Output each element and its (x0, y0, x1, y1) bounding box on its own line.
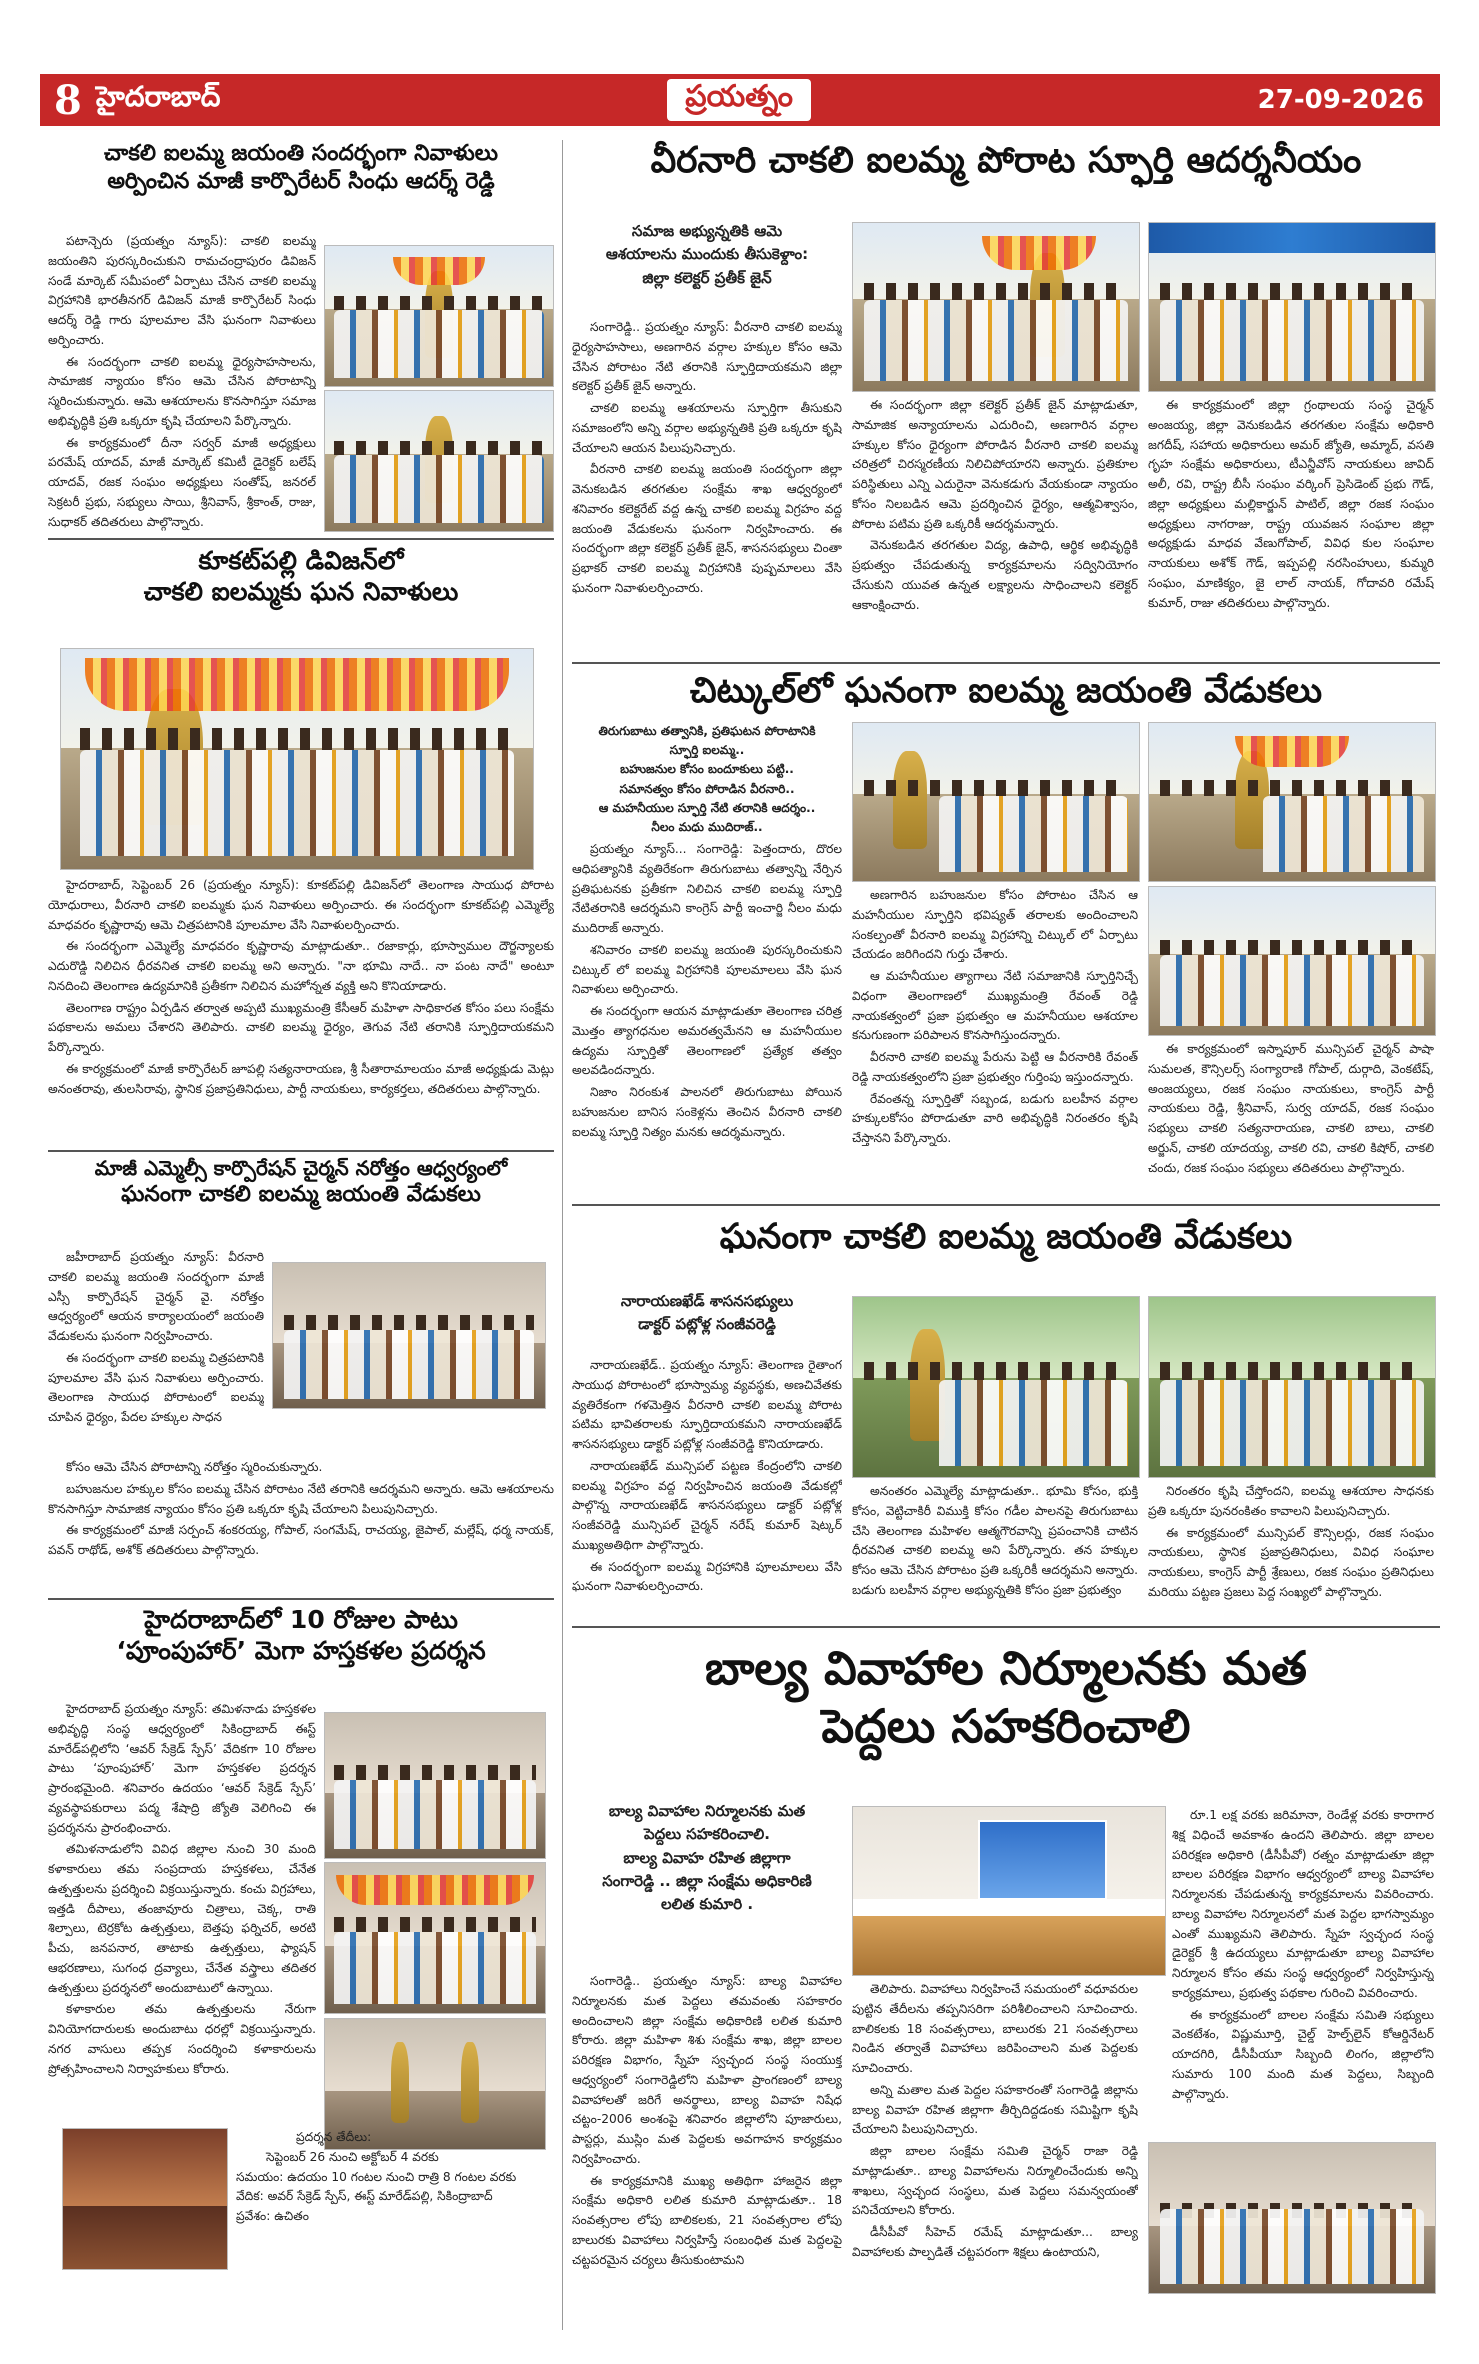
story2-paragraph: హైదరాబాద్, సెప్టెంబర్ 26 (ప్రయత్నం న్యూస్): కూకట్‌పల్లి డివిజన్‌లో తెలంగాణ సాయుధ పోరాట యోధురాలు, వీరనారి చాకలి ఐలమ్మకు ఘన నివాళులు అర్పించారు. ఈ సందర్భంగా కూకట్‌పల్లి ఎమ్మెల్యే మాధవరం కృష్ణారావు ఆమె చిత్రపటానికి పూలమాల వేసి నివాళులర్పించారు. (48, 878, 554, 932)
masthead (40, 74, 1440, 126)
story8-paragraph: సంగారెడ్డి.. ప్రయత్నం న్యూస్: బాల్య వివాహాల నిర్మూలనకు మత పెద్దలు తమవంతు సహకారం అందించాలని జిల్లా సంక్షేమ అధికారిణి లలిత కుమారి కోరారు. జిల్లా మహిళా శిశు సంక్షేమ శాఖ, జిల్లా బాలల పరిరక్షణ విభాగం, స్నేహ స్వచ్ఛంద సంస్థ సంయుక్త ఆధ్వర్యంలో సంగారెడ్డిలోని మహిళా ప్రాంగణంలో బాల్య వివాహాలతో జరిగే అనర్థాలు, బాల్య వివాహ నిషేధ చట్టం-2006 అంశంపై శనివారం జిల్లాలోని పూజారులు, పాస్టర్లు, ముస్లిం మత పెద్దలకు అవగాహన కార్యక్రమం నిర్వహించారు. (572, 1974, 842, 2166)
divider (48, 1150, 554, 1152)
paper-name: ప్రయత్నం (667, 79, 811, 121)
story3-paragraph: ఈ కార్యక్రమంలో మాజీ సర్పంచ్ శంకరయ్య, గోపాల్, సంగమేష్, రాచయ్య, జైపాల్, మల్లేష్, ధర్మ నాయక్, పవన్ రాథోడ్, అశోక్ తదితరులు పాల్గొన్నారు. (48, 1523, 554, 1558)
story2-photo (60, 648, 534, 870)
story7-paragraph: నారాయణఖేడ్ మున్సిపల్ పట్టణ కేంద్రంలోని చాకలి ఐలమ్మ విగ్రహం వద్ద నిర్వహించిన జయంతి వేడుకల్లో పాల్గొన్న నారాయణఖేడ్ శాసనసభ్యులు డాక్టర్ పట్లోళ్ల సంజీవరెడ్డి మున్సిపల్ చైర్మన్ నరేష్ కుమార్ షెట్కర్ ముఖ్యఅతిథిగా పాల్గొన్నారు. (572, 1458, 842, 1552)
story8-headline-line2: పెద్దలు సహకరించాలి (821, 1698, 1191, 1753)
story8-subhead (572, 1800, 842, 1970)
story2-paragraph: తెలంగాణ రాష్ట్రం ఏర్పడిన తర్వాత అప్పటి ముఖ్యమంత్రి కేసీఆర్ మహిళా సాధికారత కోసం పలు సంక్షేమ పథకాలను అమలు చేశారని తెలిపారు. చాకలి ఐలమ్మ ధైర్యం, తెగువ నేటి తరానికి స్ఫూర్తిదాయకమని పేర్కొన్నారు. (48, 1000, 554, 1055)
story7-subhead (572, 1290, 842, 1350)
story8-paragraph: తెలిపారు. వివాహాలు నిర్వహించే సమయంలో వధూవరుల పుట్టిన తేదీలను తప్పనిసరిగా పరిశీలించాలని సూచించారు. బాలికలకు 18 సంవత్సరాలు, బాలురకు 21 సంవత్సరాలు నిండిన తర్వాతే వివాహాలు జరిపించాలని మత పెద్దలకు సూచించారు. (852, 1982, 1138, 2076)
story2-headline-line1: కూకట్‌పల్లి డివిజన్‌లో (198, 546, 404, 575)
column-divider (562, 140, 563, 2330)
story1-headline-line2: అర్పించిన మాజీ కార్పొరేటర్ సింధు ఆదర్శ్ రెడ్డి (107, 168, 495, 194)
story6-body-mid (852, 886, 1138, 1200)
story5-subhead-line: జిల్లా కలెక్టర్ ప్రతీక్ జైన్ (642, 268, 772, 287)
story6-paragraph: రేవంతన్న స్ఫూర్తితో సబ్బండ, బడుగు బలహీన వర్గాల హక్కులకోసం పోరాడుతూ వారి అభివృద్ధికి నిరంతరం కృషి చేస్తానని పేర్కొన్నారు. (852, 1091, 1138, 1146)
story6-poem-line: బహుజనుల కోసం బందూకులు పట్టి.. (620, 762, 794, 777)
story5-paragraph: వెనుకబడిన తరగతుల విద్య, ఉపాధి, ఆర్థిక అభివృద్ధికి ప్రభుత్వం చేపడుతున్న కార్యక్రమాలను సద్వినియోగం చేసుకుని యువత ఉన్నత లక్ష్యాలను సాధించాలని కలెక్టర్ ఆకాంక్షించారు. (852, 538, 1138, 612)
story8-paragraph: జిల్లా బాలల సంక్షేమ సమితి చైర్మన్ రాజా రెడ్డి మాట్లాడుతూ.. బాల్య వివాహాలను నిర్మూలించేందుకు అన్ని శాఖలు, స్వచ్ఛంద సంస్థలు, మత పెద్దలు సమన్వయంతో పనిచేయాలని కోరారు. (852, 2144, 1138, 2218)
divider (48, 538, 554, 540)
story7-photo-statue (852, 1296, 1140, 1478)
story8-paragraph: అన్ని మతాల మత పెద్దల సహకారంతో సంగారెడ్డి జిల్లాను బాల్య వివాహ రహిత జిల్లాగా తీర్చిదిద్దడంకు సమిష్టిగా కృషి చేయాలని పిలుపునిచ్చారు. (852, 2082, 1138, 2137)
story4-headline-line1: హైదరాబాద్‌లో 10 రోజుల పాటు (144, 1605, 458, 1634)
story8-photo-audience (1148, 2142, 1436, 2294)
story6-paragraph: ఈ సందర్భంగా ఆయన మాట్లాడుతూ తెలంగాణ చరిత్ర మొత్తం త్యాగధనుల అమరత్వమేనని ఆ మహనీయుల ఉద్యమ స్ఫూర్తితో తెలంగాణలో ప్రత్యేక తత్వం అలవడిందన్నారు. (572, 1004, 842, 1078)
story5-paragraph: చాకలి ఐలమ్మ ఆశయాలను స్ఫూర్తిగా తీసుకుని సమాజంలోని అన్ని వర్గాల అభ్యున్నతికి ప్రతి ఒక్కరూ కృషి చేయాలని ఆయన పిలుపునిచ్చారు. (572, 401, 842, 455)
story5-body-mid (852, 396, 1138, 658)
story7-subhead-line: డాక్టర్ పట్లోళ్ల సంజీవరెడ్డి (638, 1315, 776, 1334)
story6-headline: చిట్కుల్‌లో ఘనంగా ఐలమ్మ జయంతి వేడుకలు (689, 671, 1323, 711)
story5-paragraph: వీరనారి చాకలి ఐలమ్మ జయంతి సందర్భంగా జిల్లా వెనుకబడిన తరగతుల సంక్షేమ శాఖ ఆధ్వర్యంలో శనివారం కలెక్టరేట్ వద్ద ఉన్న చాకలి ఐలమ్మ విగ్రహం వద్ద జయంతి వేడుకలను ఘనంగా నిర్వహించారు. ఈ సందర్భంగా జిల్లా కలెక్టర్ ప్రతీక్ జైన్, శాసనసభ్యులు చింతా ప్రభాకర్ చాకలి ఐలమ్మ విగ్రహానికి పుష్పమాలలు వేసి ఘనంగా నివాళులర్పించారు. (572, 462, 842, 595)
story6-headline-box (572, 670, 1440, 730)
story6-photo-group (1148, 886, 1436, 1036)
story5-paragraph: ఈ కార్యక్రమంలో జిల్లా గ్రంథాలయ సంస్థ చైర్మన్ అంజయ్య, జిల్లా వెనుకబడిన తరగతుల సంక్షేమ అధికారి జగదీష్, సహాయ అధికారులు అమర్ జ్యోతి, అమ్మాద్, వసతి గృహ సంక్షేమ అధికారులు, టీఎన్జీవోస్ నాయకులు జావిద్ అలీ, రవి, రాష్ట్ర బీసీ సంఘం వర్కింగ్ ప్రెసిడెంట్ ప్రభు గౌడ్, జిల్లా అధ్యక్షులు మల్లికార్జున్ పాటిల్, జిల్లా రజక సంఘం అధ్యక్షులు నాగరాజు, రాష్ట్ర యువజన సంఘాల జిల్లా అధ్యక్షుడు మాధవ వేణుగోపాల్, వివిధ కుల సంఘాల నాయకులు అశోక్ గౌడ్, ఇప్పపల్లి నరసింహులు, కుమ్మరి సంఘం, మాణిక్యం, జై లాల్ నాయక్, గోదావరి రమేష్ కుమార్, రాజు తదితరులు పాల్గొన్నారు. (1148, 398, 1434, 610)
story4-headline (48, 1604, 554, 1694)
story3-paragraph: జహీరాబాద్ ప్రయత్నం న్యూస్: వీరనారి చాకలి ఐలమ్మ జయంతి సందర్భంగా మాజీ ఎస్సీ కార్పొరేషన్ చైర్మన్ వై. నరోత్తం ఆధ్వర్యంలో ఆయన కార్యాలయంలో జయంతి వేడుకలను ఘనంగా నిర్వహించారు. (48, 1250, 264, 1344)
story5-subhead-line: సమాజ అభ్యున్నతికి ఆమె (631, 222, 783, 240)
story2-paragraph: ఈ కార్యక్రమంలో మాజీ కార్పొరేటర్ జూపల్లి సత్యనారాయణ, శ్రీ సీతారామాలయం మాజీ అధ్యక్షుడు మెట్లు అనంతరావు, తులసిరావు, స్థానిక ప్రజాప్రతినిధులు, పార్టీ నాయకులు, కార్యకర్తలు, తదితరులు పాల్గొన్నారు. (48, 1061, 554, 1096)
story5-body-right (1148, 396, 1434, 658)
story8-body-right (1172, 1806, 1434, 2136)
story8-paragraph: డీసీపీవో సీహెచ్ రమేష్ మాట్లాడుతూ... బాల్య వివాహాలకు పాల్పడితే చట్టపరంగా శిక్షలు ఉంటాయని, (852, 2225, 1138, 2259)
story6-photo-statue (852, 722, 1140, 882)
story6-photo-garland (1148, 722, 1436, 882)
story8-subhead-line: బాల్య వివాహ రహిత జిల్లాగా (623, 1848, 791, 1867)
story7-headline-box (572, 1216, 1440, 1276)
story1-paragraph: ఈ కార్యక్రమంలో దీనా సర్వర్ మాజీ అధ్యక్షులు పరమేష్ యాదవ్, మాజీ మార్కెట్ కమిటీ డైరెక్టర్ బలేష్ యాదవ్, రజక సంఘం అధ్యక్షులు సంతోష్, జనరల్ సెక్రటరీ ప్రభు, సభ్యులు సాయి, శ్రీనివాస్, శ్రీకాంత్, రాజు, సుధాకర్ తదితరులు పాల్గొన్నారు. (48, 435, 316, 529)
story5-subhead (572, 220, 842, 310)
story8-paragraph: ఈ కార్యక్రమానికి ముఖ్య అతిథిగా హాజరైన జిల్లా సంక్షేమ అధికారి లలిత కుమారి మాట్లాడుతూ.. 18 సంవత్సరాల లోపు బాలికలకు, 21 సంవత్సరాల లోపు బాలురకు వివాహాలు నిర్వహిస్తే సంబంధిత మత పెద్దలపై చట్టపరమైన చర్యలు తీసుకుంటామని (572, 2173, 842, 2267)
story7-photo-crowd (1148, 1296, 1436, 1478)
story1-photo-statue (324, 245, 554, 387)
story1-photo-group (324, 390, 554, 532)
story4-photo-inauguration (324, 1712, 546, 1859)
story7-headline: ఘనంగా చాకలి ఐలమ్మ జయంతి వేడుకలు (719, 1217, 1293, 1257)
story4-schedule-label: ప్రదర్శన తేదీలు: (296, 2130, 372, 2144)
story6-paragraph: ఈ కార్యక్రమంలో ఇస్నాపూర్ మున్సిపల్ చైర్మన్ పాషా సుమలత, కౌన్సిలర్స్ సంగ్యారాణి గోపాల్, దుర్గాది, వెంకటేష్, అంజయ్యలు, రజక సంఘం నాయకులు, కాంగ్రెస్ పార్టీ నాయకులు రెడ్డి, శ్రీనివాస్, సుర్వ యాదవ్, రజక సంఘం సభ్యులు చాకలి సత్యనారాయణ, చాకలి బాలు, చాకలి అర్జున్, చాకలి యాదయ్య, చాకలి రవి, చాకలి కిషోర్, చాకలి చందు, రజక సంఘం సభ్యులు తదితరులు పాల్గొన్నారు. (1148, 1042, 1434, 1175)
story6-poem (572, 722, 842, 832)
story1-headline-line1: చాకలి ఐలమ్మ జయంతి సందర్భంగా నివాళులు (104, 141, 498, 166)
story6-paragraph: ప్రయత్నం న్యూస్... సంగారెడ్డి: పెత్తందారు, దొరల ఆధిపత్యానికి వ్యతిరేకంగా తిరుగుబాటు తత్వాన్ని నేర్పిన ప్రతిఘటనకు ప్రతీకగా నిలిచిన చాకలి ఐలమ్మ స్ఫూర్తి నేటితరానికి ఆదర్శమని కాంగ్రెస్ పార్టీ ఇంచార్జి నీలం మధు ముదిరాజ్ అన్నారు. (572, 842, 842, 936)
story6-poem-line: నీలం మధు ముదిరాజ్.. (651, 819, 763, 832)
story7-paragraph: ఈ కార్యక్రమంలో మున్సిపల్ కౌన్సిలర్లు, రజక సంఘం నాయకులు, స్థానిక ప్రజాప్రతినిధులు, వివిధ సంఘాల నాయకులు, కాంగ్రెస్ పార్టీ శ్రేణులు, రజక సంఘం ప్రతినిధులు మరియు పట్టణ ప్రజలు పెద్ద సంఖ్యలో పాల్గొన్నారు. (1148, 1525, 1434, 1599)
story5-headline: వీరనారి చాకలి ఐలమ్మ పోరాట స్ఫూర్తి ఆదర్శనీయం (650, 140, 1362, 181)
story3-paragraph: బహుజనుల హక్కుల కోసం ఐలమ్మ చేసిన పోరాటం నేటి తరానికి ఆదర్శమని అన్నారు. ఆమె ఆశయాలను కొనసాగిస్తూ సామాజిక న్యాయం కోసం ప్రతి ఒక్కరూ కృషి చేయాలని పిలుపునిచ్చారు. (48, 1481, 554, 1516)
story4-schedule-line: సమయం: ఉదయం 10 గంటల నుంచి రాత్రి 8 గంటల వరకు (236, 2169, 517, 2184)
divider (48, 1598, 554, 1600)
story1-body (48, 232, 316, 532)
story5-photo-statue (852, 222, 1140, 392)
story5-subhead-line: ఆశయాలను ముందుకు తీసుకెళ్దాం: (605, 245, 809, 264)
story3-body-left (48, 1248, 264, 1458)
story7-body-mid (852, 1482, 1138, 1622)
story8-headline-box (572, 1640, 1440, 1770)
divider (572, 1626, 1440, 1628)
story4-paragraph: తమిళనాడులోని వివిధ జిల్లాల నుంచి 30 మంది కళాకారులు తమ సంప్రదాయ హస్తకళలు, చేనేత ఉత్పత్తులను ప్రదర్శించి విక్రయిస్తున్నారు. కంచు విగ్రహాలు, ఇత్తడి దీపాలు, తంజావూరు చిత్రాలు, చెక్క, రాతి శిల్పాలు, టెర్రకోట ఉత్పత్తులు, బెత్తపు ఫర్నిచర్, అరటి పీచు, జనపనార, తాటాకు ఉత్పత్తులు, ఫ్యాషన్ ఆభరణాలు, సుగంధ ద్రవ్యాలు, చేనేత వస్త్రాలు తదితర ఉత్పత్తులు ప్రదర్శనలో అందుబాటులో ఉన్నాయి. (48, 1842, 316, 1995)
story5-paragraph: ఈ సందర్భంగా జిల్లా కలెక్టర్ ప్రతీక్ జైన్ మాట్లాడుతూ, సామాజిక అన్యాయాలను ఎదురించి, అణగారిన వర్గాల హక్కుల కోసం ధైర్యంగా పోరాడిన వీరనారి చాకలి ఐలమ్మ చరిత్రలో చిరస్మరణీయ నిలిచిపోయారని అన్నారు. ప్రతికూల పరిస్థితులు ఎన్ని ఎదురైనా వెనుకడుగు వేయకుండా న్యాయం కోసం నిలబడిన ఆమె ప్రదర్శించిన ధైర్యం, ఆత్మవిశ్వాసం, పోరాట పటిమ ప్రతి ఒక్కరికీ ఆదర్శమన్నారు. (852, 398, 1138, 531)
story7-paragraph: ఈ సందర్భంగా ఐలమ్మ విగ్రహానికి పూలమాలలు వేసి ఘనంగా నివాళులర్పించారు. (572, 1559, 842, 1594)
story4-paragraph: కళాకారుల తమ ఉత్పత్తులను నేరుగా వినియోగదారులకు అందుబాటు ధరల్లో విక్రయిస్తున్నారు. నగర వాసులు తప్పక సందర్శించి కళాకారులను ప్రోత్సహించాలని నిర్వాహకులు కోరారు. (48, 2002, 316, 2076)
story5-photo-group (1148, 222, 1436, 392)
story6-paragraph: వీరనారి చాకలి ఐలమ్మ పేరును పెట్టి ఆ వీరనారికి రేవంత్ రెడ్డి నాయకత్వంలోని ప్రజా ప్రభుత్వం గుర్తింపు ఇస్తుందన్నారు. (852, 1050, 1138, 1084)
story8-body-mid (852, 1980, 1138, 2322)
story4-body (48, 1700, 316, 2120)
story1-paragraph: పటాన్చెరు (ప్రయత్నం న్యూస్): చాకలి ఐలమ్మ జయంతిని పురస్కరించుకుని రామచంద్రాపురం డివిజన్ సండే మార్కెట్ సమీపంలో ఏర్పాటు చేసిన చాకలి ఐలమ్మ విగ్రహానికి భారతీనగర్ డివిజన్ మాజీ కార్పొరేటర్ సింధు ఆదర్శ్ రెడ్డి గారు పూలమాల వేసి ఘనంగా నివాళులు అర్పించారు. (48, 234, 316, 347)
story4-schedule (236, 2128, 552, 2278)
story3-headline-line1: మాజీ ఎమ్మెల్సీ కార్పొరేషన్ చైర్మన్ నరోత్తం ఆధ్వర్యంలో (94, 1156, 508, 1180)
section-name: హైదరాబాద్ (95, 80, 221, 113)
story8-body-left (572, 1972, 842, 2322)
story4-paragraph: హైదరాబాద్ ప్రయత్నం న్యూస్: తమిళనాడు హస్తకళల అభివృద్ధి సంస్థ ఆధ్వర్యంలో సికింద్రాబాద్ ఈస్ట్ మారేడ్‌పల్లిలోని ‘ఆవర్ సేక్రెడ్ స్పేస్’ వేదికగా 10 రోజుల పాటు ‘పూంపుహార్’ మెగా హస్తకళల ప్రదర్శన ప్రారంభమైంది. శనివారం ఉదయం ‘ఆవర్ సేక్రెడ్ స్పేస్’ వ్యవస్థాపకురాలు పద్మ శేషాద్రి జ్యోతి వెలిగించి ఈ ప్రదర్శనను ప్రారంభించారు. (48, 1702, 316, 1835)
story3-paragraph: ఈ సందర్భంగా చాకలి ఐలమ్మ చిత్రపటానికి పూలమాల వేసి ఘన నివాళులు అర్పించారు. తెలంగాణ సాయుధ పోరాటంలో ఐలమ్మ చూపిన ధైర్యం, పేదల హక్కుల సాధన (48, 1350, 264, 1425)
story2-headline (48, 545, 554, 635)
page-number: 8 (54, 76, 82, 124)
story6-body-right (1148, 1040, 1434, 1200)
edition-date: 27-09-2026 (1257, 85, 1424, 115)
story7-body-right (1148, 1482, 1434, 1622)
story4-photo-crafts (62, 2128, 228, 2270)
divider (572, 1204, 1440, 1206)
story2-headline-line2: చాకలి ఐలమ్మకు ఘన నివాళులు (143, 577, 459, 607)
story1-paragraph: ఈ సందర్భంగా చాకలి ఐలమ్మ ధైర్యసాహసాలను, సామాజిక న్యాయం కోసం ఆమె చేసిన పోరాటాన్ని స్మరించుకున్నారు. ఆమె ఆశయాలను కొనసాగిస్తూ సమాజ అభివృద్ధికి ప్రతి ఒక్కరూ కృషి చేయాలని పేర్కొన్నారు. (48, 354, 316, 428)
story4-schedule-line: సెప్టెంబర్ 26 నుంచి అక్టోబర్ 4 వరకు (266, 2149, 439, 2164)
story6-paragraph: శనివారం చాకలి ఐలమ్మ జయంతి పురస్కరించుకుని చిట్కుల్ లో ఐలమ్మ విగ్రహానికి పూలమాలలు వేసి ఘన నివాళులు అర్పించారు. (572, 942, 842, 997)
story6-poem-line: స్ఫూర్తి ఐలమ్మ.. (669, 743, 745, 758)
story8-subhead-line: బాల్య వివాహాల నిర్మూలనకు మత (608, 1802, 806, 1820)
story7-body-left (572, 1356, 842, 1620)
story5-paragraph: సంగారెడ్డి.. ప్రయత్నం న్యూస్: వీరనారి చాకలి ఐలమ్మ ధైర్యసాహసాలు, అణగారిన వర్గాల హక్కుల కోసం ఆమె చేసిన పోరాటం నేటి తరానికి స్ఫూర్తిదాయకమని జిల్లా కలెక్టర్ ప్రతీక్ జైన్ అన్నారు. (572, 320, 842, 394)
story7-subhead-line: నారాయణఖేడ్ శాసనసభ్యులు (620, 1292, 794, 1310)
story8-subhead-line: సంగారెడ్డి .. జిల్లా సంక్షేమ అధికారిణి (602, 1871, 812, 1890)
story3-paragraph: కోసం ఆమె చేసిన పోరాటాన్ని నరోత్తం స్మరించుకున్నారు. (66, 1460, 323, 1474)
story6-poem-line: సమానత్వం కోసం పోరాడిన వీరనారి.. (619, 781, 795, 796)
story8-photo-stage (852, 1806, 1166, 1976)
story4-schedule-line: వేదిక: అవర్ సేక్రెడ్ స్పేస్, ఈస్ట్ మారేడ్‌పల్లి, సికింద్రాబాద్ (236, 2189, 493, 2204)
story6-paragraph: ఆ మహనీయుల త్యాగాలు నేటి సమాజానికి స్ఫూర్తినిచ్చే విధంగా తెలంగాణలో ముఖ్యమంత్రి రేవంత్ రెడ్డి నాయకత్వంలో ప్రజా ప్రభుత్వం ఆ మహనీయుల ఆశయాల కనుగుణంగా పరిపాలన కొనసాగిస్తుందన్నారు. (852, 969, 1138, 1043)
story3-body-full (48, 1458, 554, 1608)
masthead-left (40, 77, 221, 124)
story7-paragraph: అనంతరం ఎమ్మెల్యే మాట్లాడుతూ.. భూమి కోసం, భుక్తి కోసం, వెట్టిచాకిరీ విముక్తి కోసం గడీల పాలనపై తిరుగుబాటు చేసి తెలంగాణ మహిళల ఆత్మగౌరవాన్ని ప్రపంచానికి చాటిన ధీరవనిత చాకలి ఐలమ్మ అని పేర్కొన్నారు. తన హక్కుల కోసం ఆమె చేసిన పోరాటం ప్రతి ఒక్కరికీ ఆదర్శమని అన్నారు. బడుగు బలహీన వర్గాల అభ్యున్నతికి కోసం ప్రజా ప్రభుత్వం (852, 1484, 1138, 1597)
story2-body (48, 876, 554, 1146)
story7-paragraph: నారాయణఖేడ్.. ప్రయత్నం న్యూస్: తెలంగాణ రైతాంగ సాయుధ పోరాటంలో భూస్వామ్య వ్యవస్థకు, అణచివేతకు వ్యతిరేకంగా గళమెత్తిన వీరనారి చాకలి ఐలమ్మ పోరాట పటిమ భావితరాలకు స్ఫూర్తిదాయకమని నారాయణఖేడ్ శాసనసభ్యులు డాక్టర్ పట్లోళ్ల సంజీవరెడ్డి కొనియాడారు. (572, 1358, 842, 1452)
story6-poem-line: తిరుగుబాటు తత్వానికి, ప్రతిఘటన పోరాటానికి (598, 724, 816, 738)
story8-paragraph: రూ.1 లక్ష వరకు జరిమానా, రెండేళ్ల వరకు కారాగార శిక్ష విధించే అవకాశం ఉందని తెలిపారు. జిల్లా బాలల పరిరక్షణ అధికారి (డీసీపీవో) రత్నం మాట్లాడుతూ జిల్లా బాలల పరిరక్షణ విభాగం ఆధ్వర్యంలో బాల్య వివాహాల నిర్మూలనకు చేపడుతున్న కార్యక్రమాలను వివరించారు. బాల్య వివాహాల నిర్మూలనలో మత పెద్దల భాగస్వామ్యం ఎంతో ముఖ్యమని తెలిపారు. స్నేహ స్వచ్ఛంద సంస్థ డైరెక్టర్ శ్రీ ఉదయ్యలు మాట్లాడుతూ బాల్య వివాహాల నిర్మూలన కోసం తమ సంస్థ ఆధ్వర్యంలో నిర్వహిస్తున్న కార్యక్రమాలు, ప్రభుత్వ పథకాల గురించి వివరించారు. (1172, 1808, 1434, 2000)
story8-subhead-line: లలిత కుమారి . (660, 1895, 754, 1913)
story6-paragraph: అణగారిన బహుజనుల కోసం పోరాటం చేసిన ఆ మహనీయుల స్ఫూర్తిని భవిష్యత్ తరాలకు అందించాలని సంకల్పంతో వీరనారి ఐలమ్మ విగ్రహాన్ని చిట్కుల్ లో ఏర్పాటు చేయడం జరిగిందని గుర్తు చేశారు. (852, 888, 1138, 962)
story5-headline-box (572, 138, 1440, 200)
story8-subhead-line: పెద్దలు సహకరించాలి. (643, 1825, 770, 1844)
story6-paragraph: నిజాం నిరంకుశ పాలనలో తిరుగుబాటు పోయిన బహుజనుల బానిస సంకెళ్లను తెంచిన వీరనారి చాకలి ఐలమ్మ స్ఫూర్తి నిత్యం మనకు ఆదర్శమన్నారు. (572, 1085, 842, 1139)
story3-photo (272, 1262, 546, 1409)
story4-schedule-line: ప్రవేశం: ఉచితం (236, 2209, 309, 2224)
story4-headline-line2: ‘పూంపుహార్’ మెగా హస్తకళల ప్రదర్శన (116, 1636, 486, 1666)
story1-headline (48, 140, 554, 230)
story3-headline (48, 1156, 554, 1246)
story5-body-left (572, 318, 842, 658)
story2-paragraph: ఈ సందర్భంగా ఎమ్మెల్యే మాధవరం కృష్ణారావు మాట్లాడుతూ.. రజాకార్లు, భూస్వాముల దౌర్జన్యాలకు ఎదురొడ్డి నిలిచిన ధీరవనిత చాకలి ఐలమ్మ అని అన్నారు. "నా భూమి నాదే.. నా పంట నాదే" అంటూ నినదించి తెలంగాణ ఉద్యమానికి ప్రతీకగా నిలిచిన మహోన్నత వ్యక్తి అని కొనియాడారు. (48, 939, 554, 993)
story8-headline-line1: బాల్య వివాహాల నిర్మూలనకు మత (705, 1641, 1307, 1695)
divider (572, 662, 1440, 664)
story6-poem-line: ఆ మహనీయుల స్ఫూర్తి నేటి తరానికి ఆదర్శం.. (598, 800, 816, 815)
story7-paragraph: నిరంతరం కృషి చేస్తోందని, ఐలమ్మ ఆశయాల సాధనకు ప్రతి ఒక్కరూ పునరంకితం కావాలని పిలుపునిచ్చారు. (1148, 1484, 1434, 1518)
story8-paragraph: ఈ కార్యక్రమంలో బాలల సంక్షేమ సమితి సభ్యులు వెంకటేశం, విష్ణుమూర్తి, చైల్డ్ హెల్ప్‌లైన్ కోఆర్డినేటర్ యాదగిరి, డీసీపీయూ సిబ్బంది లింగం, జిల్లాలోని సుమారు 100 మంది మత పెద్దలు, సిబ్బంది పాల్గొన్నారు. (1172, 2007, 1434, 2101)
story3-headline-line2: ఘనంగా చాకలి ఐలమ్మ జయంతి వేడుకలు (121, 1182, 481, 1207)
story4-photo-ribbon (324, 1862, 546, 2014)
story6-body-left (572, 840, 842, 1200)
